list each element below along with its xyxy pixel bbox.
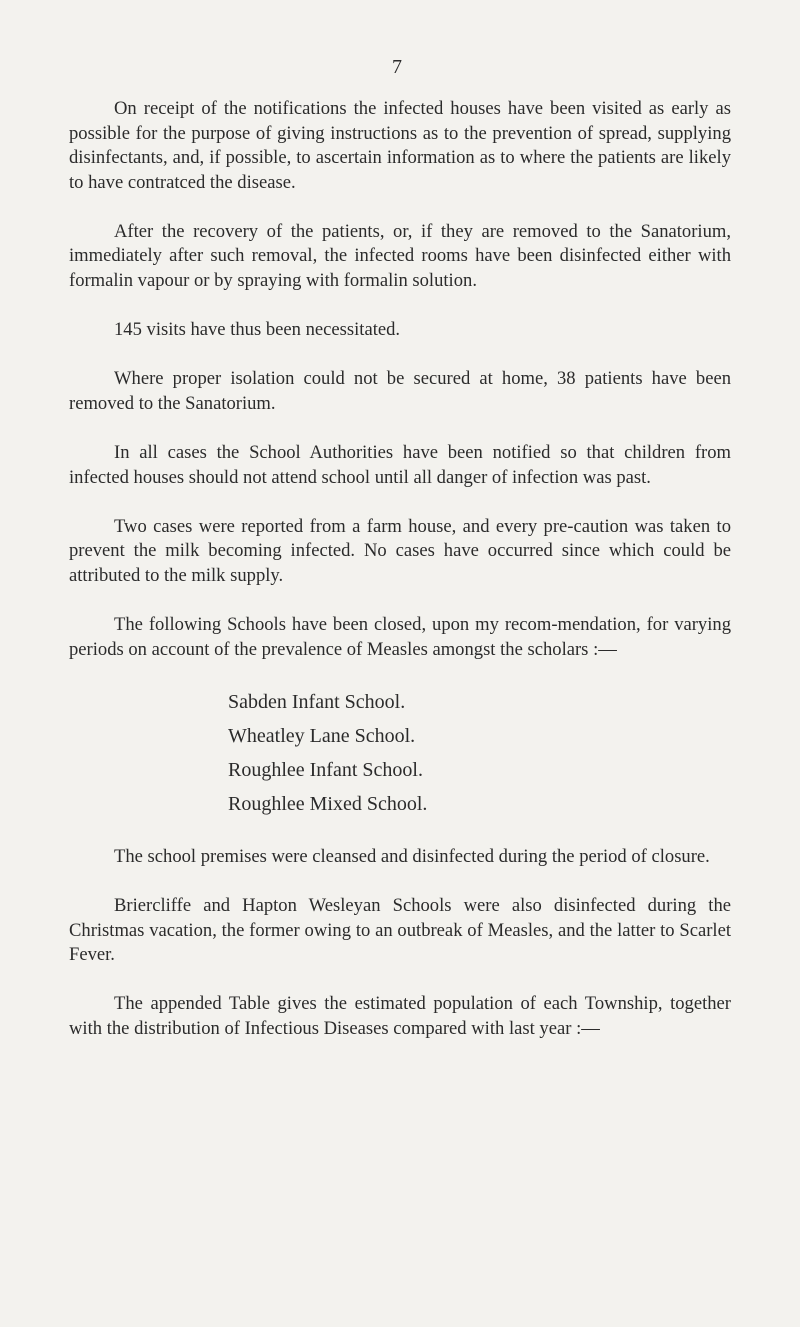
paragraph-schools-closed: The following Schools have been closed, upon my recom-mendation, for varying periods on account of the prevalence of Measles amongst the scholars :—: [69, 613, 731, 660]
paragraph-premises-cleansed: The school premises were cleansed and disinfected during the period of closure.: [114, 846, 710, 868]
paragraph-school-authorities: In all cases the School Authorities have been notified so that children from infected houses should not attend school until all danger of infection was past.: [69, 441, 731, 488]
list-item-school: Wheatley Lane School.: [228, 725, 416, 748]
paragraph-milk-supply: Two cases were reported from a farm house, and every pre-caution was taken to prevent the milk becoming infected. No cases have occurred since which could be attributed to the milk supply.: [69, 515, 731, 586]
page-number: 7: [392, 56, 403, 78]
paragraph-disinfection: After the recovery of the patients, or, if they are removed to the Sanatorium, immediately after such removal, the infected rooms have been disinfected either with formalin vapour or by spraying with formalin solution.: [69, 220, 731, 292]
list-item-school: Roughlee Infant School.: [228, 759, 423, 782]
closed-schools-list: [69, 685, 731, 821]
paragraph-wesleyan-schools: Briercliffe and Hapton Wesleyan Schools were also disinfected during the Christmas vacation, the former owing to an outbreak of Measles, and the latter to Scarlet Fever.: [69, 895, 731, 966]
paragraph-notifications: On receipt of the notifications the infected houses have been visited as early as possible for the purpose of giving instructions as to the prevention of spread, supplying disinfectants, and, if possible, to ascertain information as to where the patients are likely to have contratced the disease.: [69, 98, 731, 193]
paragraph-isolation: Where proper isolation could not be secured at home, 38 patients have been removed to the Sanatorium.: [69, 368, 731, 414]
paragraph-visits: 145 visits have thus been necessitated.: [114, 319, 401, 341]
body-text: [69, 97, 731, 1066]
list-item-school: Roughlee Mixed School.: [228, 793, 428, 816]
list-item-school: Sabden Infant School.: [228, 691, 406, 714]
paragraph-appended-table: The appended Table gives the estimated population of each Township, together with the distribution of Infectious Diseases compared with last year :—: [69, 993, 731, 1040]
